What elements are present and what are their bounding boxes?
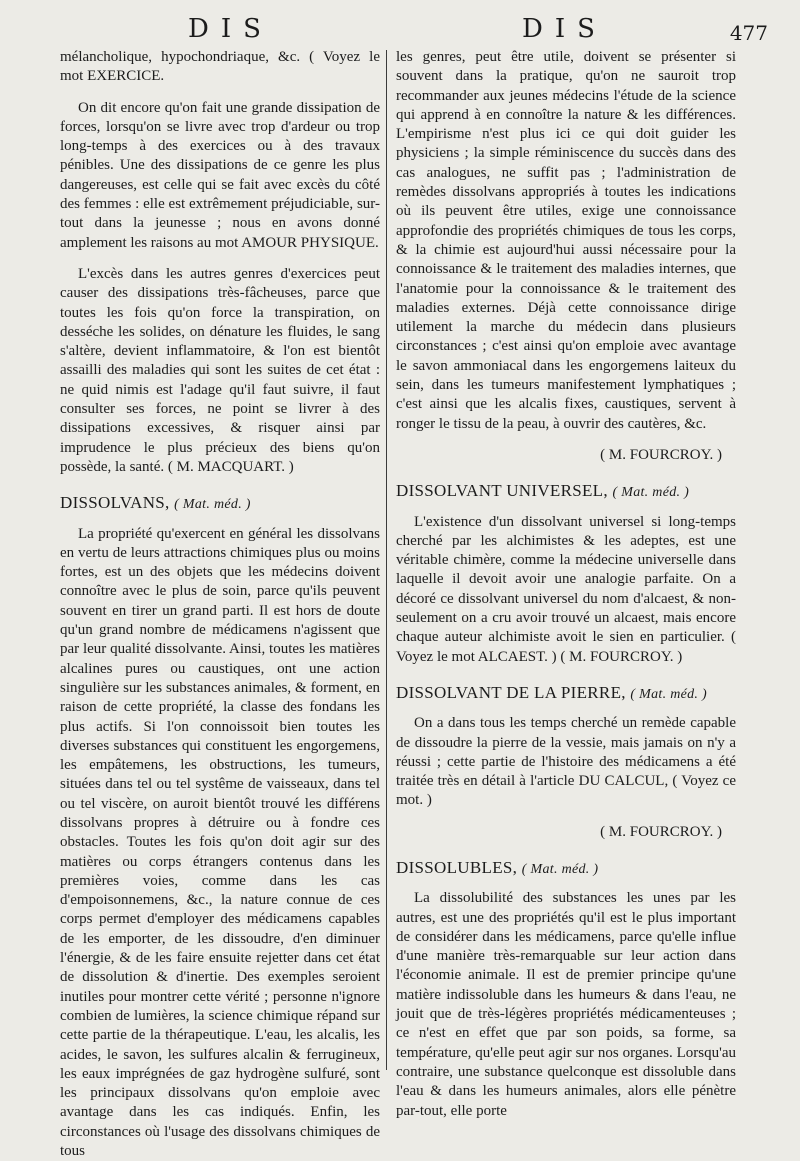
paragraph-continued: mélancholique, hypochondriaque, &c. ( Voyez le mot EXERCICE. bbox=[60, 49, 380, 85]
author-signature: ( M. FOURCROY. ) bbox=[600, 823, 722, 840]
paragraph-dissolvans: La propriété qu'exercent en général les dissolvans en vertu de leurs attractions chimiques plus ou moins fortes, est un des objets que les médecins doivent connoître avec le plus de soin, parce qu'ils peuvent souvent en tirer un grand parti. Il est hors de doute qu'un grand nombre de médicamens n'agissent que par leur qualité dissolvante. Ainsi, toutes les matières alcalines pures ou caustiques, ont une action singulière sur les substances animales, & forment, en raison de cette propriété, la classe des fondans les plus actifs. Si l'on connoissoit bien toutes les diverses substances qui constituent les engorgemens, les empâtemens, les obstructions, les tumeurs, situées dans tel ou tel systême de vaisseaux, dans tel ou tel viscère, on auroit bientôt trouvé les différens dissolvans propres à détruire ou à fondre ces obstacles. Toutes les fois qu'on doit agir sur des matières ou corps étrangers contenus dans les premières voies, comme dans les cas d'empoisonnemens, &c., la nature connue de ces corps permet d'employer des médicamens capables de les emporter, de les dissoudre, d'en diminuer l'énergie, & de les faire ensuite rejetter dans cet état de dissolution & d'inertie. Des exemples seroient inutiles pour montrer cette vérité ; personne n'ignore combien de lumières, la science chimique répand sur cette partie de la thérapeutique. L'eau, les alcalis, les acides, le savon, les sulfures alcalin & ferrugineux, les eaux imprégnées de gaz hydrogène sulfuré, sont les principaux dissolvans qu'on emploie avec avantage dans les cas indiqués. Enfin, les circonstances où l'usage des dissolvans chimiques de tous bbox=[60, 525, 380, 1160]
right-column bbox=[396, 48, 736, 1119]
entry-heading-dissolubles bbox=[396, 858, 736, 879]
entry-title: DISSOLUBLES, bbox=[396, 857, 518, 877]
paragraph-dissolubles: La dissolubilité des substances les unes par les autres, est une des propriétés qu'il est le plus important de considérer dans les médicamens, parce qu'elle influe d'une manière très-remarquable sur leur action dans l'économie animale. Il est de premier principe qu'une matière indissoluble dans les humeurs & dans l'eau, ne jouit que de très-légères propriétés médicamenteuses ; ce n'est en effet que par son poids, sa forme, sa température, qu'elle peut agir sur nos organes. Lorsqu'au contraire, une substance quelconque est dissoluble dans l'eau & dans les humeurs animales, alors elle pénètre par-tout, elle porte bbox=[396, 890, 736, 1119]
paragraph-dissolvant-pierre: On a dans tous les temps cherché un remède capable de dissoudre la pierre de la vessie, mais jamais on n'y a réussi ; cette partie de l'histoire des médicamens a été traitée très en détail à l'article DU CALCUL, ( Voyez ce mot. ) bbox=[396, 715, 736, 809]
header-left: DIS bbox=[188, 14, 273, 44]
page-number: 477 bbox=[729, 21, 768, 45]
entry-heading-dissolvant-pierre bbox=[396, 683, 736, 704]
paragraph-continued: les genres, peut être utile, doivent se présenter si souvent dans la pratique, qu'on ne sauroit trop recommander aux jeunes médecins l'étude de la science qui apprend à en connoître la nature & les différences. L'empirisme n'est plus ici ce qui doit guider les physiciens ; la simple réminiscence du succès dans des cas analogues, ne suffit pas ; l'administration de remèdes dissolvans appropriés à toutes les indications où ils peuvent être utiles, exige une connoissance approfondie des propriétés chimiques de tous les corps, & la chimie est aujourd'hui aussi nécessaire pour la connoissance & le traitement des maladies internes, que l'anatomie pour la connoissance & le traitement des maladies externes. Déjà cette connoissance dirige utilement la marche du médecin dans plusieurs circonstances ; c'est ainsi qu'on emploie avec avantage le savon ammoniacal dans les engorgemens laiteux du sein, dans les tumeurs manifestement lymphatiques ; c'est ainsi que les alcalis fixes, caustiques, servent à ronger le tissu de la peau, à ouvrir des cautères, &c. bbox=[396, 49, 736, 432]
entry-category: ( Mat. méd. ) bbox=[174, 497, 251, 513]
paragraph-exces-exercices: L'excès dans les autres genres d'exercices peut causer des dissipations très-fâcheuses, parce que toutes les fois qu'on force la transpiration, on desséche les solides, on dénature les fluides, le sang s'altère, devient inflammatoire, & l'on est bientôt assailli des maladies qui sont les suites de cet état : ne quid nimis est l'adage qu'il faut suivre, il faut consulter ses forces, ne point se livrer à des dissipations excessives, & risquer ainsi par imprudence le plus précieux des biens qu'on possède, la santé. ( M. MACQUART. ) bbox=[60, 265, 380, 475]
entry-category: ( Mat. méd. ) bbox=[630, 686, 707, 702]
entry-category: ( Mat. méd. ) bbox=[612, 485, 690, 501]
entry-heading-dissolvant-universel bbox=[396, 481, 736, 502]
entry-title: DISSOLVANT DE LA PIERRE, bbox=[396, 682, 626, 702]
author-signature: ( M. FOURCROY. ) bbox=[600, 446, 722, 463]
paragraph-dissolvant-universel: L'existence d'un dissolvant universel si long-temps cherché par les alchimistes & les adeptes, est une véritable chimère, comme la médecine universelle dans laquelle il devoit avoir une analogie parfaite. On a décoré ce dissolvant universel du nom d'alcaest, & non-seulement on a cru avoir trouvé un alcaest, mais encore chaque auteur alchimiste avoit le sien en particulier. ( Voyez le mot ALCAEST. ) ( M. FOURCROY. ) bbox=[396, 513, 736, 665]
paragraph-dissipation-forces: On dit encore qu'on fait une grande dissipation de forces, lorsqu'on se livre avec trop d'ardeur ou trop long-temps à des exercices ou à des travaux pénibles. Une des dissipations de ce genre les plus dangereuses, est celle qui se fait avec excès du côté des femmes : elle est extrêmement préjudiciable, sur-tout dans la jeunesse ; nous en avons donné amplement les raisons au mot AMOUR PHYSIQUE. bbox=[60, 99, 380, 251]
left-column bbox=[60, 48, 380, 1160]
entry-category: ( Mat. méd. ) bbox=[521, 861, 599, 877]
entry-title: DISSOLVANT UNIVERSEL, bbox=[396, 481, 608, 501]
header-right: DIS bbox=[522, 14, 607, 44]
column-divider bbox=[386, 50, 387, 1070]
entry-heading-dissolvans bbox=[60, 493, 380, 514]
entry-title: DISSOLVANS, bbox=[60, 493, 170, 513]
running-header bbox=[0, 14, 800, 46]
